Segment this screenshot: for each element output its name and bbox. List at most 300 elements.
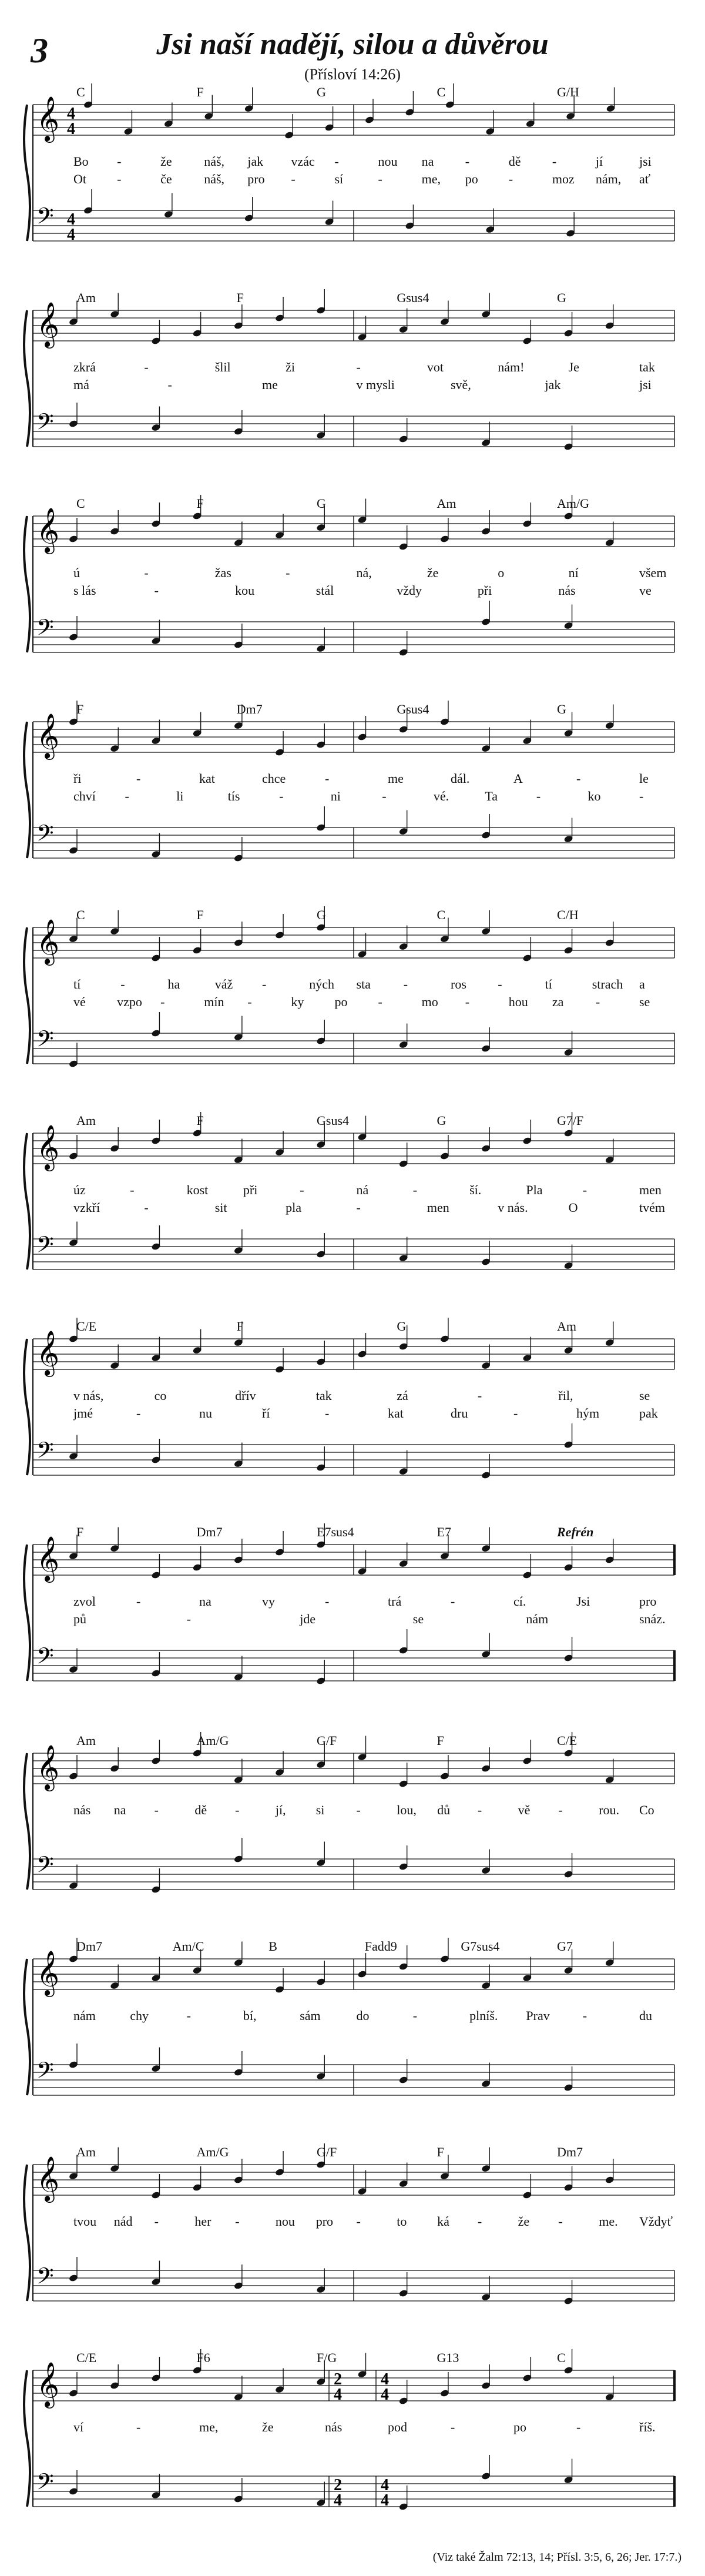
lyric-syllable: - [513, 1406, 518, 1421]
bass-clef-icon: 𝄢 [36, 1437, 54, 1469]
brace [24, 1545, 30, 1681]
lyric-syllable: - [144, 565, 149, 580]
lyric-syllable: - [144, 1200, 149, 1215]
chord-symbol: C/E [76, 1319, 97, 1334]
lyric-syllable: - [325, 1406, 330, 1421]
chord-symbol: G [557, 702, 566, 716]
lyric-syllable: - [136, 2420, 141, 2434]
lyric-syllable: - [247, 994, 252, 1009]
lyric-syllable: nám! [498, 360, 525, 374]
system-9 [0, 1725, 705, 1925]
chord-symbol: F [437, 2145, 444, 2159]
lyric-syllable: - [558, 1803, 563, 1817]
lyric-syllable: hým [576, 1406, 600, 1421]
lyric-syllable: - [286, 565, 290, 580]
chord-symbol: Am [76, 2145, 96, 2159]
chord-symbol: Am [557, 1319, 576, 1334]
lyric-syllable: - [325, 1594, 330, 1609]
lyric-syllable: nám [526, 1612, 549, 1626]
lyric-syllable: vé [73, 994, 86, 1009]
chord-symbol: Am/G [196, 1733, 229, 1748]
lyric-syllable: - [235, 2214, 240, 2229]
time-signature: 4 [381, 2491, 389, 2510]
staff-notation [0, 2136, 705, 2336]
bass-clef-icon: 𝄢 [36, 1026, 54, 1057]
lyric-syllable: men [639, 1183, 662, 1197]
lyric-syllable: nás [558, 583, 576, 598]
staff-notation [0, 282, 705, 482]
chord-symbol: G7sus4 [461, 1939, 500, 1954]
lyric-syllable: ži [286, 360, 296, 374]
lyric-syllable: - [154, 2214, 159, 2229]
lyric-syllable: ří [262, 1406, 270, 1421]
lyric-syllable: - [235, 1803, 240, 1817]
lyric-syllable: jí [595, 154, 603, 169]
treble-clef-icon: 𝄞 [36, 507, 60, 552]
lyric-syllable: nám, [595, 172, 622, 186]
lyric-syllable: vé. [433, 789, 449, 803]
lyric-syllable: se [639, 994, 650, 1009]
lyric-syllable: ni [330, 789, 341, 803]
lyric-syllable: úz [73, 1183, 86, 1197]
lyric-syllable: tak [315, 1388, 332, 1403]
bass-clef-icon: 𝄢 [36, 2057, 54, 2089]
lyric-syllable: nás [325, 2420, 343, 2434]
chord-symbol: G7/F [557, 1113, 584, 1128]
lyric-syllable: že [262, 2420, 274, 2434]
system-10 [0, 1931, 705, 2131]
lyric-syllable: pak [639, 1406, 658, 1421]
lyric-syllable: za [552, 994, 564, 1009]
chord-symbol: Dm7 [76, 1939, 102, 1954]
system-7 [0, 1311, 705, 1510]
lyric-syllable: nou [378, 154, 398, 169]
lyric-syllable: me, [199, 2420, 219, 2434]
lyric-syllable: po [334, 994, 348, 1009]
lyric-syllable: - [186, 1612, 191, 1626]
lyric-syllable: trá [388, 1594, 402, 1609]
bass-clef-icon: 𝄢 [36, 2468, 54, 2500]
lyric-syllable: - [291, 172, 296, 186]
system-6 [0, 1105, 705, 1305]
lyric-syllable: ky [291, 994, 304, 1009]
lyric-syllable: v nás. [498, 1200, 528, 1215]
lyric-syllable: ko [588, 789, 601, 803]
chord-symbol: C [557, 2350, 566, 2365]
treble-clef-icon: 𝄞 [36, 1124, 60, 1170]
lyric-syllable: náš, [204, 154, 225, 169]
lyric-syllable: a [639, 977, 645, 991]
lyric-syllable: lou, [397, 1803, 417, 1817]
time-signature: 4 [381, 2370, 389, 2389]
chord-symbol: C [437, 907, 446, 922]
lyric-syllable: dřív [235, 1388, 256, 1403]
lyric-syllable: Vždyť [639, 2214, 673, 2229]
chord-symbol: F [236, 1319, 244, 1334]
lyric-syllable: ká [437, 2214, 449, 2229]
lyric-syllable: hou [508, 994, 528, 1009]
chord-symbol: Dm7 [196, 1525, 223, 1539]
chord-symbol: Gsus4 [397, 702, 429, 716]
chord-symbol: G [317, 907, 326, 922]
chord-symbol: F/G [317, 2350, 337, 2365]
lyric-syllable: váž [214, 977, 233, 991]
lyric-syllable: má [73, 377, 89, 392]
lyric-syllable: všem [639, 565, 667, 580]
system-4 [0, 694, 705, 893]
lyric-syllable: - [130, 1183, 135, 1197]
lyric-syllable: se [639, 1388, 650, 1403]
lyric-syllable: strach [592, 977, 623, 991]
chord-symbol: Dm7 [557, 2145, 583, 2159]
lyric-syllable: kat [388, 1406, 404, 1421]
lyric-syllable: me, [421, 172, 441, 186]
lyric-syllable: vy [262, 1594, 275, 1609]
chord-symbol: Gsus4 [397, 290, 429, 305]
chord-symbol: F [437, 1733, 444, 1748]
chord-symbol: Am/G [557, 496, 589, 511]
lyric-syllable: ve [639, 583, 652, 598]
time-signature: 4 [381, 2476, 389, 2494]
lyric-syllable: svě, [451, 377, 471, 392]
lyric-syllable: bí, [243, 2008, 257, 2023]
lyric-syllable: nu [199, 1406, 212, 1421]
lyric-syllable: li [176, 789, 184, 803]
lyric-syllable: - [576, 2420, 581, 2434]
lyric-syllable: v nás, [73, 1388, 104, 1403]
lyric-syllable: - [639, 789, 644, 803]
chord-symbol: B [268, 1939, 277, 1954]
lyric-syllable: stál [315, 583, 334, 598]
lyric-syllable: tí [73, 977, 81, 991]
chord-symbol: Refrén [557, 1525, 594, 1539]
lyric-syllable: - [125, 789, 129, 803]
brace [24, 516, 30, 652]
time-signature: 2 [334, 2476, 342, 2494]
brace [24, 2370, 30, 2507]
brace [24, 927, 30, 1064]
lyric-syllable: Je [568, 360, 579, 374]
time-signature: 4 [334, 2386, 342, 2404]
lyric-syllable: zá [397, 1388, 408, 1403]
lyric-syllable: ná, [356, 565, 372, 580]
chord-symbol: Am [76, 290, 96, 305]
lyric-syllable: Co [639, 1803, 654, 1817]
chord-symbol: G/F [317, 2145, 337, 2159]
song-title: Jsi naší nadějí, silou a důvěrou [156, 28, 549, 61]
staff-notation [0, 1105, 705, 1305]
lyric-syllable: dě [508, 154, 521, 169]
lyric-syllable: jmé [73, 1406, 93, 1421]
brace [24, 722, 30, 858]
staff-notation [0, 1931, 705, 2131]
lyric-syllable: do [356, 2008, 370, 2023]
time-signature: 4 [381, 2386, 389, 2404]
lyric-syllable: o [498, 565, 505, 580]
staff-notation [0, 1516, 705, 1716]
lyric-syllable: ní [568, 565, 579, 580]
brace [24, 2165, 30, 2301]
lyric-syllable: kost [186, 1183, 209, 1197]
time-signature: 4 [334, 2491, 342, 2510]
brace [24, 1959, 30, 2095]
chord-symbol: C [76, 85, 85, 99]
lyric-syllable: - [154, 583, 159, 598]
lyric-syllable: vzkří [73, 1200, 100, 1215]
time-signature: 4 [67, 120, 75, 138]
bass-clef-icon: 𝄢 [36, 203, 54, 235]
staff-notation [0, 2342, 705, 2542]
lyric-syllable: jak [545, 377, 561, 392]
lyric-syllable: - [403, 977, 408, 991]
lyric-syllable: - [356, 1200, 361, 1215]
lyric-syllable: dru [451, 1406, 468, 1421]
lyric-syllable: - [558, 2214, 563, 2229]
lyric-syllable: - [378, 994, 382, 1009]
lyric-syllable: me [388, 771, 404, 786]
lyric-syllable: chy [130, 2008, 149, 2023]
lyric-syllable: že [427, 565, 439, 580]
lyric-syllable: po [465, 172, 478, 186]
chord-symbol: G7 [557, 1939, 573, 1954]
song-number: 3 [31, 31, 48, 70]
chord-symbol: E7 [437, 1525, 451, 1539]
chord-symbol: F [76, 1525, 84, 1539]
lyric-syllable: vzác [291, 154, 315, 169]
lyric-syllable: - [144, 360, 149, 374]
lyric-syllable: říš. [639, 2420, 656, 2434]
lyric-syllable: - [552, 154, 557, 169]
lyric-syllable: při [243, 1183, 258, 1197]
lyric-syllable: ší. [469, 1183, 482, 1197]
lyric-syllable: tís [227, 789, 240, 803]
lyric-syllable: tí [545, 977, 552, 991]
lyric-syllable: ať [639, 172, 651, 186]
lyric-syllable: - [136, 1594, 141, 1609]
chord-symbol: G13 [437, 2350, 459, 2365]
bass-clef-icon: 𝄢 [36, 1851, 54, 1883]
lyric-syllable: pro [315, 2214, 334, 2229]
lyric-syllable: kat [199, 771, 215, 786]
lyric-syllable: tvém [639, 1200, 665, 1215]
lyric-syllable: pro [639, 1594, 657, 1609]
lyric-syllable: - [465, 154, 470, 169]
lyric-syllable: co [154, 1388, 167, 1403]
lyric-syllable: pů [73, 1612, 86, 1626]
lyric-syllable: nám [73, 2008, 96, 2023]
lyric-syllable: nás [73, 1803, 91, 1817]
lyric-syllable: - [117, 154, 122, 169]
lyric-syllable: jak [247, 154, 264, 169]
chord-symbol: Am [437, 496, 456, 511]
lyric-syllable: ných [309, 977, 335, 991]
lyric-syllable: sit [214, 1200, 227, 1215]
brace [24, 1753, 30, 1890]
treble-clef-icon: 𝄞 [36, 1950, 60, 1995]
time-signature: 2 [334, 2370, 342, 2389]
lyric-syllable: jsi [639, 377, 652, 392]
time-signature: 4 [67, 226, 75, 244]
chord-symbol: C/H [557, 907, 579, 922]
chord-symbol: C/E [557, 1733, 578, 1748]
treble-clef-icon: 𝄞 [36, 1536, 60, 1581]
lyric-syllable: her [194, 2214, 212, 2229]
chord-symbol: C [76, 496, 85, 511]
lyric-syllable: me [262, 377, 278, 392]
lyric-syllable: zkrá [73, 360, 96, 374]
lyric-syllable: vě [518, 1803, 531, 1817]
lyric-syllable: jí, [275, 1803, 286, 1817]
brace [24, 1133, 30, 1269]
chord-symbol: F [196, 85, 204, 99]
lyric-syllable: žas [214, 565, 231, 580]
lyric-syllable: mo [421, 994, 438, 1009]
lyric-syllable: na [199, 1594, 212, 1609]
chord-symbol: Gsus4 [317, 1113, 350, 1128]
lyric-syllable: Jsi [576, 1594, 590, 1609]
lyric-syllable: - [451, 2420, 455, 2434]
lyric-syllable: ú [73, 565, 80, 580]
lyric-syllable: - [262, 977, 267, 991]
chord-symbol: F [236, 290, 244, 305]
bass-clef-icon: 𝄢 [36, 614, 54, 646]
system-3 [0, 488, 705, 688]
chord-symbol: Fadd9 [364, 1939, 397, 1954]
chord-symbol: G/H [557, 85, 579, 99]
brace [24, 310, 30, 447]
lyric-syllable: - [300, 1183, 304, 1197]
lyric-syllable: - [451, 1594, 455, 1609]
system-2 [0, 282, 705, 482]
lyric-syllable: - [160, 994, 165, 1009]
lyric-syllable: - [334, 154, 339, 169]
bass-clef-icon: 𝄢 [36, 408, 54, 440]
chord-symbol: G/F [317, 1733, 337, 1748]
chord-symbol: Dm7 [236, 702, 263, 716]
lyric-syllable: ros [451, 977, 466, 991]
system-1 [0, 76, 705, 276]
lyric-syllable: - [186, 2008, 191, 2023]
lyric-syllable: na [113, 1803, 126, 1817]
system-12 [0, 2342, 705, 2542]
lyric-syllable: - [477, 2214, 482, 2229]
lyric-syllable: - [582, 1183, 588, 1197]
lyric-syllable: v mysli [356, 377, 395, 392]
chord-symbol: E7sus4 [317, 1525, 354, 1539]
lyric-syllable: - [477, 1388, 482, 1403]
system-11 [0, 2136, 705, 2336]
lyric-syllable: moz [552, 172, 575, 186]
time-signature: 4 [67, 105, 75, 123]
footer-references: (Viz také Žalm 72:13, 14; Přísl. 3:5, 6, 26; Jer. 17:7.) [432, 2551, 682, 2564]
chord-symbol: F6 [196, 2350, 210, 2365]
chord-symbol: G [437, 1113, 446, 1128]
treble-clef-icon: 𝄞 [36, 1744, 60, 1790]
lyric-syllable: jde [300, 1612, 316, 1626]
lyric-syllable: - [536, 789, 541, 803]
lyric-syllable: tvou [73, 2214, 97, 2229]
lyric-syllable: sí [334, 172, 344, 186]
lyric-syllable: cí. [513, 1594, 526, 1609]
lyric-syllable: - [378, 172, 382, 186]
lyric-syllable: pla [286, 1200, 302, 1215]
lyric-syllable: Ot [73, 172, 86, 186]
lyric-syllable: - [154, 1803, 159, 1817]
lyric-syllable: dů [437, 1803, 451, 1817]
chord-symbol: F [196, 1113, 204, 1128]
treble-clef-icon: 𝄞 [36, 2361, 60, 2407]
bass-clef-icon: 𝄢 [36, 820, 54, 852]
lyric-syllable: šlil [214, 360, 231, 374]
time-signature: 4 [67, 210, 75, 229]
lyric-syllable: le [639, 771, 649, 786]
treble-clef-icon: 𝄞 [36, 2156, 60, 2201]
lyric-syllable: chce [262, 771, 286, 786]
lyric-syllable: plníš. [469, 2008, 498, 2023]
chord-symbol: G [317, 496, 326, 511]
lyric-syllable: ha [167, 977, 180, 991]
brace [24, 1339, 30, 1475]
lyric-syllable: jsi [639, 154, 652, 169]
system-8 [0, 1516, 705, 1716]
chord-symbol: Am [76, 1113, 96, 1128]
lyric-syllable: Prav [526, 2008, 550, 2023]
lyric-syllable: nou [275, 2214, 295, 2229]
bass-clef-icon: 𝄢 [36, 1643, 54, 1674]
lyric-syllable: Pla [526, 1183, 543, 1197]
lyric-syllable: ví [73, 2420, 84, 2434]
lyric-syllable: - [412, 1183, 418, 1197]
treble-clef-icon: 𝄞 [36, 919, 60, 964]
lyric-syllable: Bo [73, 154, 89, 169]
lyric-syllable: - [356, 360, 361, 374]
lyric-syllable: - [498, 977, 502, 991]
lyric-syllable: ná [356, 1183, 369, 1197]
lyric-syllable: tak [639, 360, 655, 374]
lyric-syllable: se [412, 1612, 424, 1626]
treble-clef-icon: 𝄞 [36, 713, 60, 758]
lyric-syllable: - [356, 2214, 361, 2229]
lyric-syllable: náš, [204, 172, 225, 186]
lyric-syllable: - [508, 172, 513, 186]
lyric-syllable: při [477, 583, 492, 598]
staff-notation [0, 488, 705, 688]
lyric-syllable: - [136, 771, 141, 786]
brace [24, 105, 30, 241]
lyric-syllable: vždy [397, 583, 422, 598]
lyric-syllable: si [315, 1803, 325, 1817]
chord-symbol: C/E [76, 2350, 97, 2365]
lyric-syllable: že [160, 154, 172, 169]
lyric-syllable: sta [356, 977, 371, 991]
lyric-syllable: s lás [73, 583, 96, 598]
lyric-syllable: du [639, 2008, 652, 2023]
lyric-syllable: - [117, 172, 122, 186]
lyric-syllable: dě [194, 1803, 207, 1817]
lyric-syllable: - [382, 789, 387, 803]
lyric-syllable: A [513, 771, 523, 786]
chord-symbol: F [196, 496, 204, 511]
chord-symbol: Am/C [172, 1939, 204, 1954]
lyric-syllable: - [167, 377, 172, 392]
treble-clef-icon: 𝄞 [36, 1330, 60, 1375]
chord-symbol: G [397, 1319, 407, 1334]
lyric-syllable: Ta [485, 789, 498, 803]
song-subtitle: (Přísloví 14:26) [304, 66, 401, 83]
chord-symbol: C [76, 907, 85, 922]
lyric-syllable: me. [599, 2214, 618, 2229]
lyric-syllable: kou [235, 583, 255, 598]
